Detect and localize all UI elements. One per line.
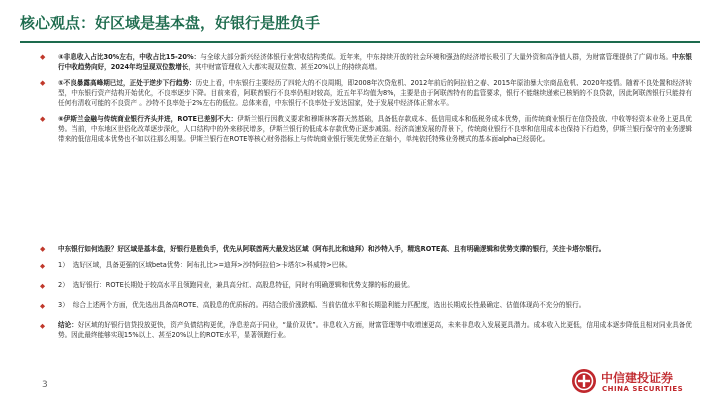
- point-lead: ⑥伊斯兰金融与传统商业银行齐头并进，ROTE已差别不大：: [58, 115, 238, 123]
- point-lead: ⑤不良暴露高峰期已过，正处于逆步下行趋势：: [58, 79, 196, 87]
- diamond-bullet-icon: ◆: [40, 79, 46, 87]
- point-lead: ④非息收入占比30%左右，中收占比15-20%：: [58, 53, 201, 61]
- page-title: 核心观点：好区域是基本盘，好银行是胜负手: [20, 14, 321, 32]
- list-item: [40, 300, 692, 310]
- item-text: 选好银行：ROTE长期处于较高水平且领跑同业，兼具高分红、高股息特征，同时有明确逻辑和优势支撑的标的最优。: [72, 281, 414, 289]
- point-body: 与全球大部分新兴经济体银行业营收结构类似。近年来，中东持续开放的社会环境和强劲的经济增长吸引了大量外资和高净值人群，为财富管理提供了广阔市场。: [200, 53, 673, 61]
- company-logo: [571, 368, 691, 398]
- list-item: [40, 280, 692, 290]
- point-body: 历史上看，中东银行主要经历了四轮大的不良周期，即2008年次贷危机、2012年前后的阿拉伯之春、2015年原油暴大宗商品危机、2020年疫情。随着不良处置和经济转型，中东银行资产结构开始优化，不良率逐步下降。目前来看，阿联酋银行不良率仍相对较高，近五年平均值为8%，主要是由于阿联酋特有的监管要求，银行不能继续递索已核销的不良贷款，因此阿联酋银行只能持有任何有清收可能的不良资产 。沙特不良率处于2%左右的低位。总体来看，中东银行不良率处于发达国家，处于发展中经济体正常水平。: [58, 79, 692, 107]
- point-body: 伊斯兰银行因教义要求和穆斯林客群天然基础，具备低存款成本、低信用成本和低税务成本优势，而传统商业银行在信贷投放、中收等轻资本业务上更具优势。当前，中东地区世俗化改革逐步深化，人口结构中的外来移民增多，伊斯兰银行的低成本存款优势正逐步减弱。经济高速发展的背景下，传统商业银行不良率和信用成本也保持下行趋势，伊斯兰银行保守的业务逻辑带来的低信用成本优势也不如以往那么明显。伊斯兰银行在ROTE等核心财务指标上与传统商业银行领先优势正在缩小，单纯依托特殊业务模式的基本面alpha已经弱化。: [58, 115, 692, 143]
- conclusion-text: 好区域的好银行信贷投放更快，资产负债结构更优，净息差高于同业，“量价双优”。非息收入方面，财富管理等中收增速更高，未来非息收入发展更具潜力。成本收入比更低，信用成本逐步降低且相对同业具备优势。因此最终能够实现15%以上、甚至20%以上的ROTE水平，显著领跑行业。: [58, 321, 693, 339]
- item-number: 3）: [58, 301, 69, 309]
- diamond-bullet-icon: ◆: [40, 302, 46, 310]
- point-lead: 中东银行中收趋势向好，2024年均呈现双位数增长: [58, 53, 693, 71]
- stock-selection-section: [40, 244, 692, 350]
- diamond-bullet-icon: ◆: [40, 53, 46, 61]
- citic-logo-icon: [571, 368, 597, 394]
- logo-english-name: CHINA SECURITIES: [602, 385, 684, 393]
- diamond-bullet-icon: ◆: [40, 282, 46, 290]
- key-points-section: [40, 52, 692, 150]
- point-item: [40, 52, 692, 72]
- question-item: [40, 244, 692, 254]
- item-text: 选好区域，具备更强的区域beta优势：阿布扎比>=迪拜>沙特阿拉伯>卡塔尔>科威特>巴林。: [72, 261, 352, 269]
- diamond-bullet-icon: ◆: [40, 245, 46, 253]
- diamond-bullet-icon: ◆: [40, 322, 46, 330]
- logo-chinese-name: 中信建投证券: [601, 371, 674, 385]
- question-text: 中东银行如何选股？好区域是基本盘，好银行是胜负手，优先从阿联酋两大最发达区域（阿布扎比和迪拜）和沙特入手，精选ROTE高、且有明确逻辑和优势支撑的银行，关注卡塔尔银行。: [58, 245, 606, 253]
- point-item: [40, 78, 692, 108]
- conclusion-label: 结论：: [58, 321, 78, 329]
- point-body: ，其中财富管理收入大都实现双位数、甚至20%以上的持续高增。: [188, 63, 382, 71]
- title-divider: [20, 41, 700, 43]
- item-text: 综合上述两个方面，优先选出具备高ROTE、高股息的优质标的。再结合股价涨跌幅、当前估值水平和长期盈利能力匹配度，选出长期成长性最确定、估值体现尚不充分的银行。: [72, 301, 586, 309]
- point-item: [40, 114, 692, 144]
- item-number: 1）: [58, 261, 69, 269]
- page-number: 3: [42, 380, 48, 390]
- item-number: 2）: [58, 281, 69, 289]
- diamond-bullet-icon: ◆: [40, 262, 46, 270]
- list-item: [40, 260, 692, 270]
- conclusion-item: [40, 320, 692, 340]
- diamond-bullet-icon: ◆: [40, 115, 46, 123]
